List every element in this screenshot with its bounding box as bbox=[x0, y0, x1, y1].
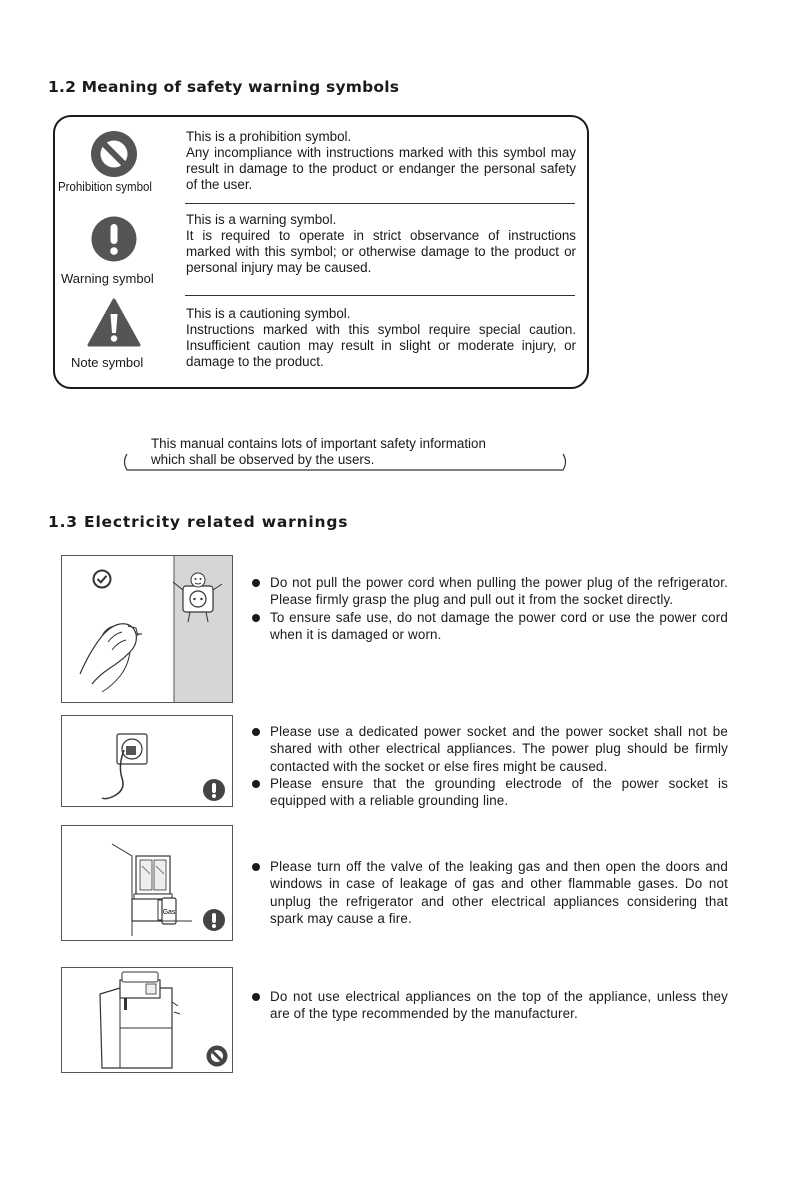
prohibition-description bbox=[186, 129, 576, 193]
warning-symbol-label: Warning symbol bbox=[61, 271, 154, 286]
prohibition-symbol-label: Prohibition symbol bbox=[58, 180, 152, 194]
exclamation-circle-icon bbox=[203, 779, 225, 801]
list-item: Do not pull the power cord when pulling the power plug of the refrigerator. Please firmly grasp the plug and pull out it from the socket directly. bbox=[252, 574, 728, 609]
safety-notice-line-1: This manual contains lots of important safety information bbox=[151, 436, 486, 451]
list-item: Please ensure that the grounding electrode of the power socket is equipped with a reliable grounding line. bbox=[252, 775, 728, 810]
block-3-bullets bbox=[252, 858, 728, 927]
prohibition-icon bbox=[206, 1045, 228, 1067]
block-1-bullets bbox=[252, 574, 728, 643]
caution-heading: This is a cautioning symbol. bbox=[186, 306, 351, 321]
notice-underline-bracket bbox=[122, 453, 568, 471]
warning-triangle-icon bbox=[87, 298, 141, 348]
divider bbox=[185, 295, 575, 296]
prohibition-heading: This is a prohibition symbol. bbox=[186, 129, 352, 144]
prohibition-body: Any incompliance with instructions marked with this symbol may result in damage to the product or endanger the personal safety of the user. bbox=[186, 145, 576, 192]
list-item: Please turn off the valve of the leaking gas and then open the doors and windows in case of leakage of gas and other flammable gases. Do not unplug the refrigerator and other electrical appliances considering that spark may cause a fire. bbox=[252, 858, 728, 927]
exclamation-circle-icon bbox=[91, 216, 137, 262]
list-item: Please use a dedicated power socket and the power socket shall not be shared with other electrical appliances. The power plug should be firmly contacted with the socket or else fires might be caused. bbox=[252, 723, 728, 775]
note-symbol-label: Note symbol bbox=[71, 355, 144, 370]
illustration-unplug-by-grasping-plug bbox=[61, 555, 233, 703]
check-circle-icon bbox=[92, 569, 112, 589]
warning-body: It is required to operate in strict observance of instructions marked with this symbol; or otherwise damage to the product or personal injury may be caused. bbox=[186, 228, 576, 275]
divider bbox=[185, 203, 575, 204]
block-2-bullets bbox=[252, 723, 728, 809]
block-4-bullets bbox=[252, 988, 728, 1023]
list-item: Do not use electrical appliances on the top of the appliance, unless they are of the type recommended by the manufacturer. bbox=[252, 988, 728, 1023]
section-1-2-title: 1.2 Meaning of safety warning symbols bbox=[48, 78, 400, 96]
safety-notice-line-2: which shall be observed by the users. bbox=[151, 452, 375, 467]
exclamation-circle-icon bbox=[203, 909, 225, 931]
caution-description bbox=[186, 306, 576, 370]
warning-heading: This is a warning symbol. bbox=[186, 212, 337, 227]
caution-body: Instructions marked with this symbol require special caution. Insufficient caution may result in slight or moderate injury, or damage to the product. bbox=[186, 322, 576, 369]
list-item: To ensure safe use, do not damage the power cord or use the power cord when it is damaged or worn. bbox=[252, 609, 728, 644]
warning-description bbox=[186, 212, 576, 276]
prohibition-icon bbox=[90, 130, 138, 178]
gas-bottle-label: Gas bbox=[162, 909, 176, 916]
section-1-3-title: 1.3 Electricity related warnings bbox=[48, 513, 349, 531]
